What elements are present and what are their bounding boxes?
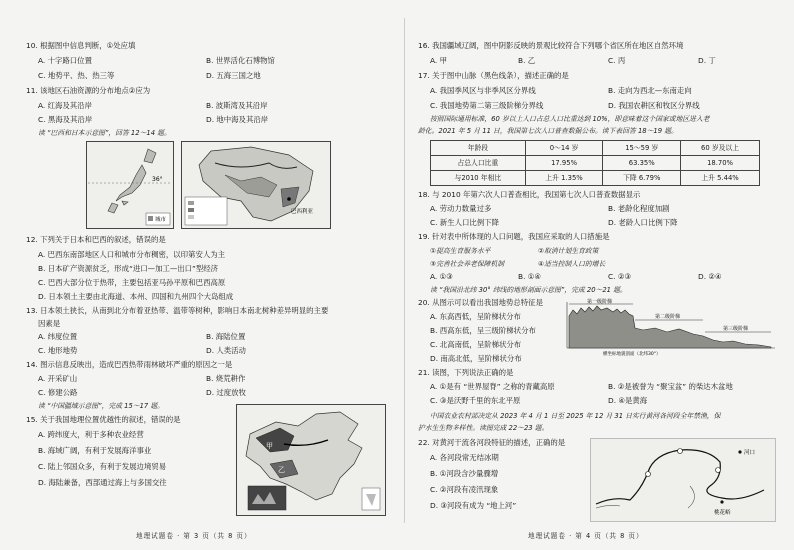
- right-page: [418, 0, 778, 550]
- q15-option-c: C. 陆上邻国众多，有利于发展边境贸易: [38, 462, 167, 471]
- table-header: 60 岁及以上: [681, 141, 760, 156]
- q19-option-d: D. ②④: [698, 272, 722, 281]
- q22-stem: 22. 对黄河干流各河段特征的描述，正确的是: [418, 438, 566, 447]
- q18-stem: 18. 与 2010 年第六次人口普查相比，我国第七次人口普查数据显示: [418, 190, 641, 199]
- q19-option-a: A. ①③: [430, 272, 453, 281]
- q21-option-a: A. ①是有 “世界屋脊” 之称的青藏高原: [430, 382, 555, 391]
- q11-option-b: B. 波斯湾及其沿岸: [206, 101, 268, 110]
- q15-option-d: D. 海陆兼备，西部通过海上与多国交往: [38, 478, 167, 487]
- japan-map: [86, 141, 174, 229]
- q15-option-a: A. 跨纬度大，利于多种农业经营: [38, 430, 144, 439]
- q13-stem: 13. 日本领土狭长，从南到北分布着亚热带、温带等树种，影响日本南北树种差异明显的主要: [26, 306, 329, 315]
- table-cell: 占总人口比重: [431, 156, 526, 171]
- q19-item-1: ①提高生育服务水平: [430, 247, 491, 255]
- q12-option-d: D. 日本领土主要由北海道、本州、四国和九州四个大岛组成: [38, 292, 234, 301]
- brazil-map: [181, 141, 331, 229]
- table-row: [431, 171, 760, 186]
- read-instruction-1: 读 “巴西和日本示意图”，回答 12～14 题。: [38, 129, 171, 137]
- q15-option-b: B. 海域广阔，有利于发展海洋事业: [38, 446, 152, 455]
- read-instruction-2: 读 “中国疆域示意图”，完成 15～17 题。: [38, 402, 164, 410]
- q10-option-c: C. 地势平、热、热三等: [38, 71, 115, 80]
- q14-option-b: B. 烧荒耕作: [206, 374, 246, 383]
- table-header: 年龄段: [431, 141, 526, 156]
- table-cell: 17.95%: [525, 156, 603, 171]
- q13-stem-cont: 因素是: [38, 319, 61, 328]
- q22-option-c: C. ②河段有凌汛现象: [430, 485, 499, 494]
- q16-option-b: B. 乙: [518, 56, 536, 65]
- q22-option-a: A. 各河段常无结冰期: [430, 453, 499, 462]
- q17-option-a: A. 我国季风区与非季风区分界线: [430, 86, 536, 95]
- page-footer-left: 地理试题卷 · 第 3 页（共 8 页）: [136, 532, 252, 540]
- q21-option-b: B. ②是被誉为 “聚宝盆” 的柴达木盆地: [608, 382, 733, 391]
- q13-option-d: D. 人类活动: [206, 346, 246, 355]
- q20-option-c: C. 北高南低，呈阶梯状分布: [430, 340, 522, 349]
- q12-option-a: A. 巴西东南部地区人口和城市分布稠密，以印第安人为主: [38, 250, 226, 259]
- japan-lat-label: 36°: [152, 176, 163, 183]
- table-cell: 63.35%: [603, 156, 681, 171]
- q10-option-b: B. 世界活化石博物馆: [206, 56, 275, 65]
- china-map-label-a: 甲: [266, 442, 273, 450]
- japan-legend-label: 城市: [155, 217, 167, 223]
- terrain-profile: [563, 298, 778, 356]
- profile-step-2: 第二级阶梯: [655, 314, 681, 320]
- table-row: [431, 156, 760, 171]
- q21-option-d: D. ④是黄海: [608, 396, 648, 405]
- q17-stem: 17. 关于图中山脉（黑色线条），描述正确的是: [418, 71, 569, 80]
- q17-option-d: D. 我国农耕区和牧区分界线: [608, 101, 700, 110]
- q21-option-c: C. ③是沃野千里的东北平原: [430, 396, 521, 405]
- table-header: 15～59 岁: [603, 141, 681, 156]
- q10-stem: 10. 根据图中信息判断，①处应填: [26, 41, 136, 50]
- q16-option-d: D. 丁: [698, 56, 716, 65]
- q16-option-a: A. 甲: [430, 56, 448, 65]
- q10-option-a: A. 十字路口位置: [38, 56, 92, 65]
- q10-option-d: D. 五海三国之地: [206, 71, 261, 80]
- river-label-bottom: 桃花峪: [714, 510, 731, 516]
- q20-option-d: D. 南高北低，呈阶梯状分布: [430, 354, 522, 363]
- q20-option-b: B. 西高东低，呈三级阶梯状分布: [430, 326, 536, 335]
- q18-option-b: B. 老龄化程度加剧: [608, 204, 670, 213]
- intro-line-2: 龄化。2021 年 5 月 11 日，我国第七次人口普查数据公布。读下表回答 18～19 题。: [418, 127, 678, 135]
- q12-stem: 12. 下列关于日本和巴西的叙述，错误的是: [26, 235, 166, 244]
- q14-option-d: D. 过度放牧: [206, 388, 246, 397]
- yellow-river-map: [590, 438, 776, 522]
- brazil-city-label: 巴西利亚: [291, 209, 314, 215]
- q20-option-a: A. 东高西低，呈阶梯状分布: [430, 312, 521, 321]
- q17-option-b: B. 走向为西北—东南走向: [608, 86, 692, 95]
- q12-option-b: B. 日本矿产资源贫乏，形成“进口—加工—出口”型经济: [38, 264, 219, 273]
- population-table: [430, 140, 760, 186]
- table-header-row: [431, 141, 760, 156]
- q18-option-d: D. 老龄人口比例下降: [608, 218, 678, 227]
- q16-option-c: C. 丙: [608, 56, 626, 65]
- table-cell: 与2010 年相比: [431, 171, 526, 186]
- china-map-label-b: 乙: [278, 466, 285, 474]
- q11-option-c: C. 黑海及其沿岸: [38, 115, 93, 124]
- q19-stem: 19. 针对表中所体现的人口问题，我国应采取的人口措施是: [418, 232, 610, 241]
- table-header: 0～14 岁: [525, 141, 603, 156]
- q14-option-a: A. 开采矿山: [38, 374, 78, 383]
- intro3-line-2: 护水生生物多样性。读图完成 22～23 题。: [418, 424, 549, 432]
- q17-option-c: C. 我国地势第二第三级阶梯分界线: [430, 101, 544, 110]
- table-cell: 下降 6.79%: [603, 171, 681, 186]
- table-cell: 上升 1.35%: [525, 171, 603, 186]
- profile-step-3: 第三级阶梯: [723, 326, 749, 332]
- q12-option-c: C. 巴西大部分位于热带，主要包括亚马孙平原和巴西高原: [38, 278, 226, 287]
- column-divider: [404, 18, 405, 523]
- q18-option-a: A. 劳动力数量过多: [430, 204, 492, 213]
- q14-stem: 14. 图示信息反映出，造成巴西热带雨林破坏严重的原因之一是: [26, 360, 233, 369]
- q13-option-c: C. 地形地势: [38, 346, 78, 355]
- q11-stem: 11. 该地区石油资源的分布地点②应为: [26, 86, 151, 95]
- q19-item-4: ④适当控制人口的增长: [538, 260, 606, 268]
- read-instruction-3: 读 “我国沿北纬 30° 纬线的地形剖面示意图”，完成 20～21 题。: [430, 286, 627, 294]
- q19-option-c: C. ②③: [608, 272, 632, 281]
- left-page: [26, 0, 396, 550]
- intro3-line-1: 中国农业农村部决定从 2023 年 4 月 1 日至 2025 年 12 月 31 日实行黄河各河段全年禁渔，保: [430, 412, 721, 420]
- q21-stem: 21. 读图，下列说法正确的是: [418, 368, 514, 377]
- q13-option-b: B. 海陆位置: [206, 332, 246, 341]
- q19-item-3: ③完善社会养老保障机制: [430, 260, 505, 268]
- q16-stem: 16. 我国疆域辽阔，图中阴影反映的景观比较符合下列哪个省区所在地区自然环境: [418, 41, 684, 50]
- page-footer-right: 地理试题卷 · 第 4 页（共 8 页）: [528, 532, 644, 540]
- q18-option-c: C. 新生人口比例下降: [430, 218, 499, 227]
- table-cell: 18.70%: [681, 156, 760, 171]
- q19-item-2: ②取消计划生育政策: [538, 247, 599, 255]
- china-map: [236, 404, 386, 516]
- q11-option-d: D. 地中海及其沿岸: [206, 115, 269, 124]
- profile-step-1: 第一级阶梯: [587, 299, 613, 305]
- q19-option-b: B. ①④: [518, 272, 542, 281]
- table-cell: 上升 5.44%: [681, 171, 760, 186]
- river-label-top: 河口: [744, 450, 756, 456]
- q22-option-d: D. ③河段有成为 “地上河”: [430, 501, 517, 510]
- q14-option-c: C. 修建公路: [38, 388, 78, 397]
- profile-axis-label: 横坐标地貌剖面（北纬30°）: [603, 352, 661, 356]
- q20-stem: 20. 从图示可以看出我国地势总特征是: [418, 298, 543, 307]
- intro-line-1: 按照国际通用标准，60 岁以上人口占总人口比重达到 10%，即意味着这个国家或地区进入老: [430, 115, 710, 123]
- q11-option-a: A. 红海及其沿岸: [38, 101, 92, 110]
- q13-option-a: A. 纬度位置: [38, 332, 78, 341]
- q15-stem: 15. 关于我国地理位置优越性的叙述，错误的是: [26, 415, 181, 424]
- q22-option-b: B. ①河段含沙量骤增: [430, 469, 499, 478]
